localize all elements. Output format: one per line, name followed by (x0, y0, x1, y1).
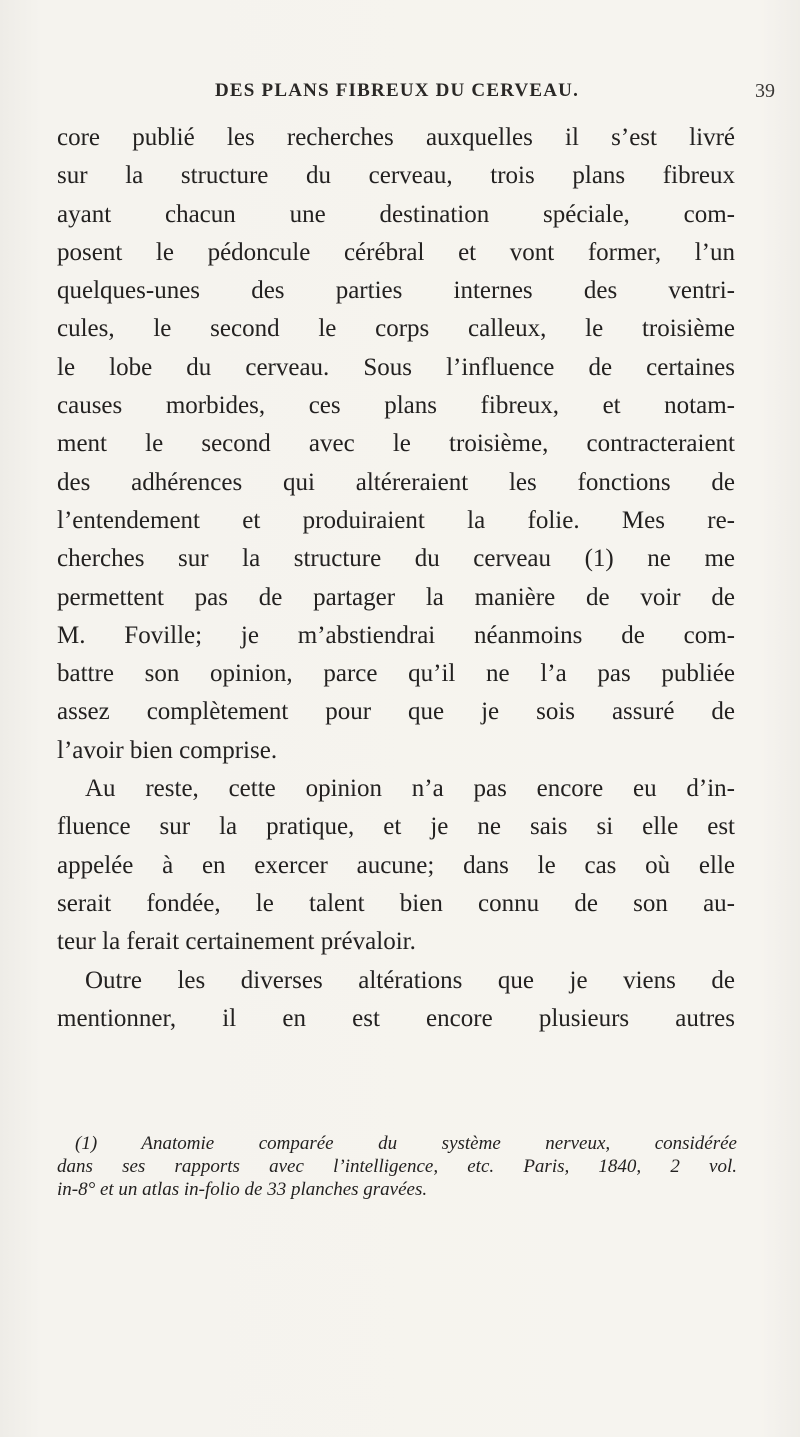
footnote-line: dans ses rapports avec l’intelligence, etc. Paris, 1840, 2 vol. (57, 1156, 737, 1177)
text-line: appelée à en exercer aucune; dans le cas où elle (57, 851, 735, 879)
text-line: battre son opinion, parce qu’il ne l’a pas publiée (57, 660, 735, 688)
running-head: DES PLANS FIBREUX DU CERVEAU. (215, 80, 580, 101)
text-line: sur la structure du cerveau, trois plans fibreux (57, 162, 735, 190)
text-line: serait fondée, le talent bien connu de son au- (57, 889, 735, 917)
text-line: permettent pas de partager la manière de voir de (57, 583, 735, 611)
text-line: des adhérences qui altéreraient les fonctions de (57, 468, 735, 496)
text-line: ment le second avec le troisième, contracteraient (57, 430, 735, 458)
footnote-line: in-8° et un atlas in-folio de 33 planches gravées. (57, 1179, 428, 1200)
text-line: l’avoir bien comprise. (57, 736, 278, 764)
footnote-line: (1) Anatomie comparée du système nerveux, considérée (75, 1133, 737, 1154)
footnote (57, 1132, 737, 1201)
text-line: causes morbides, ces plans fibreux, et notam- (57, 392, 735, 420)
text-line: le lobe du cerveau. Sous l’influence de certaines (57, 353, 735, 381)
text-line: M. Foville; je m’abstiendrai néanmoins de com- (57, 621, 735, 649)
text-line: quelques-unes des parties internes des ventri- (57, 277, 735, 305)
text-line: cherches sur la structure du cerveau (1) ne me (57, 545, 735, 573)
text-line: fluence sur la pratique, et je ne sais si elle est (57, 813, 735, 841)
text-line: ayant chacun une destination spéciale, com- (57, 200, 735, 228)
text-line: Au reste, cette opinion n’a pas encore eu d’in- (85, 775, 735, 803)
text-line: l’entendement et produiraient la folie. Mes re- (57, 506, 735, 534)
text-line: assez complètement pour que je sois assuré de (57, 698, 735, 726)
body-text (57, 119, 735, 1038)
text-line: cules, le second le corps calleux, le troisième (57, 315, 735, 343)
text-line: Outre les diverses altérations que je viens de (85, 966, 735, 994)
text-line: posent le pédoncule cérébral et vont former, l’un (57, 238, 735, 266)
text-line: core publié les recherches auxquelles il s’est livré (57, 124, 735, 151)
page-header (215, 80, 775, 110)
page-number: 39 (755, 80, 775, 102)
text-line: mentionner, il en est encore plusieurs autres (57, 1004, 735, 1032)
text-line: teur la ferait certainement prévaloir. (57, 928, 416, 956)
